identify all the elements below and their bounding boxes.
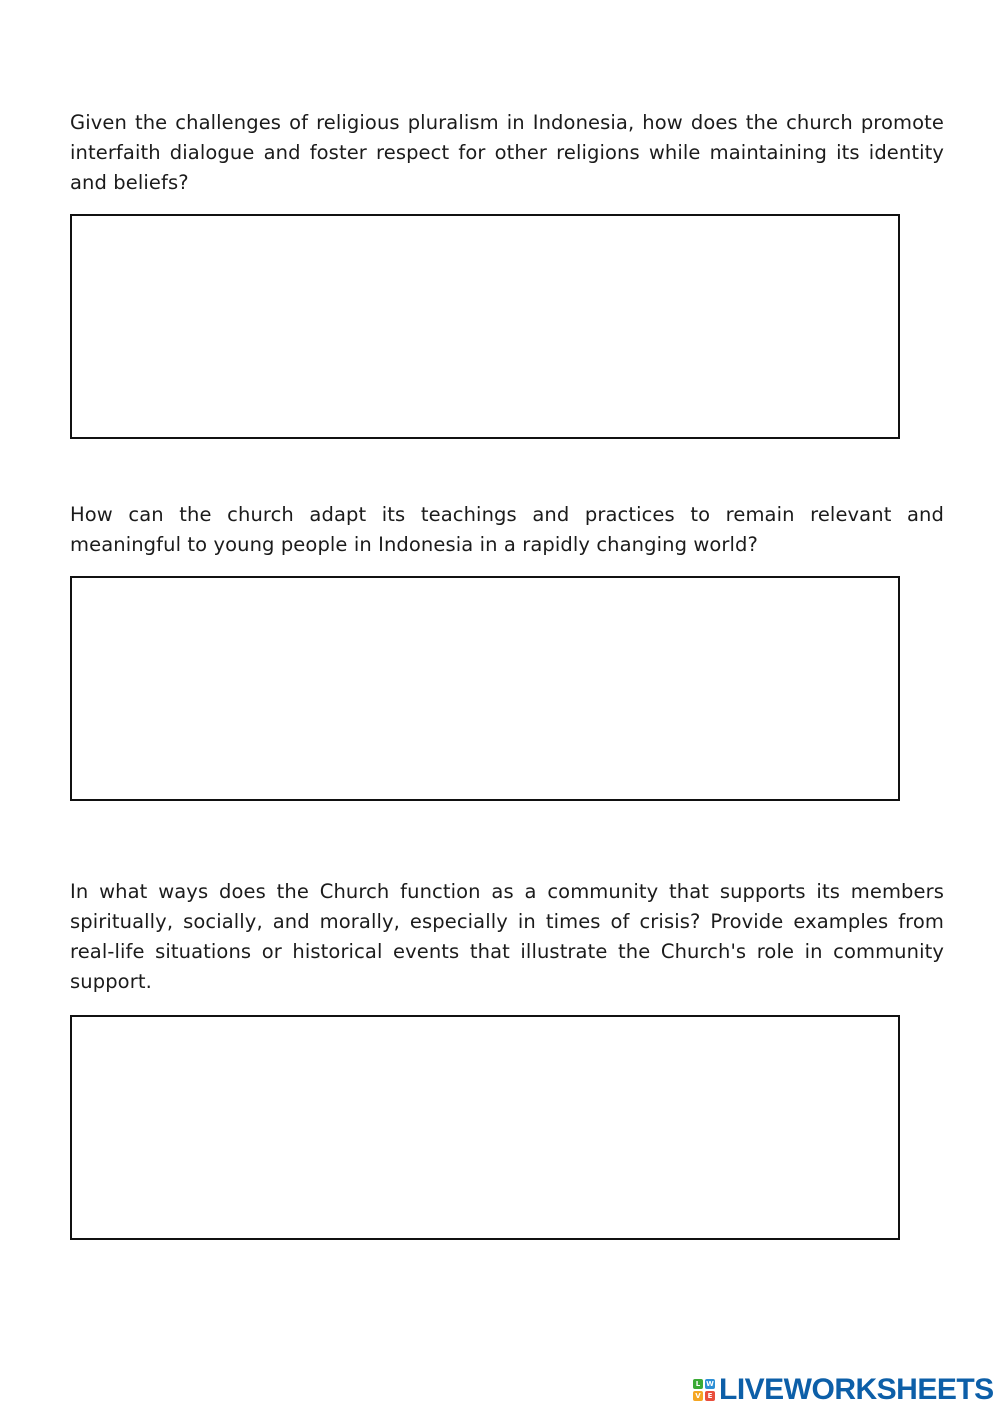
- answer-box-3[interactable]: [70, 1015, 900, 1240]
- logo-mark-cell: L: [693, 1379, 703, 1389]
- answer-box-2[interactable]: [70, 576, 900, 801]
- question-3-text: In what ways does the Church function as a community that supports its members spiritually, socially, and morally, especially in times of crisis? Provide examples from real-life situations or historical events that illustrate the Church's role in community support.: [70, 880, 944, 993]
- answer-box-1[interactable]: [70, 214, 900, 439]
- logo-mark-cell: W: [706, 1380, 714, 1388]
- logo-mark-cell: V: [693, 1391, 703, 1401]
- question-2-text: How can the church adapt its teachings and practices to remain relevant and meaningful to young people in Indonesia in a rapidly changing world?: [70, 503, 944, 556]
- logo-text: LIVEWORKSHEETS: [719, 1373, 994, 1406]
- question-1-text: Given the challenges of religious pluralism in Indonesia, how does the church promote interfaith dialogue and foster respect for other religions while maintaining its identity and beliefs?: [70, 111, 944, 194]
- logo-mark-cell: E: [705, 1391, 715, 1401]
- liveworksheets-logo: [693, 1373, 994, 1407]
- liveworksheets-logo-icon: [693, 1379, 715, 1401]
